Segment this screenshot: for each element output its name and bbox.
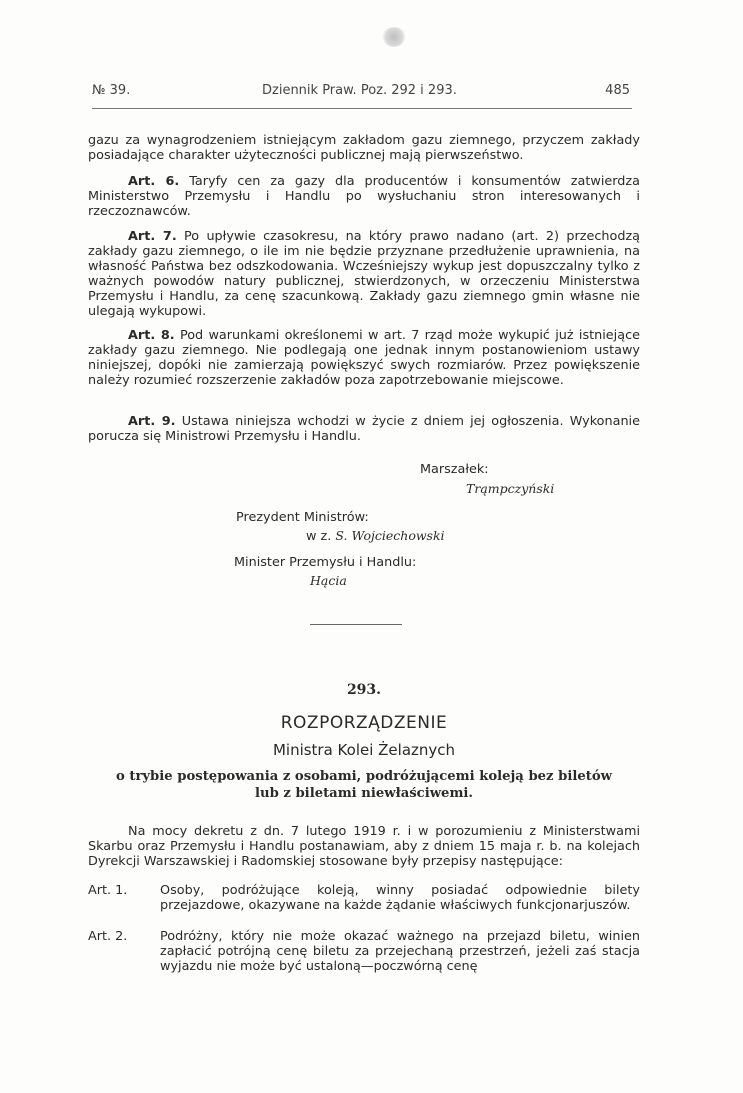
minister-signature-label: Minister Przemysłu i Handlu:: [234, 555, 417, 570]
pm-signature-prefix: w z.: [306, 529, 332, 544]
paragraph-continuation: [88, 133, 640, 163]
marshal-signature-name: Trąmpczyński: [466, 481, 555, 496]
pm-signature-label: Prezydent Ministrów:: [236, 510, 369, 525]
article-text: Po upływie czasokresu, na który prawo nadano (art. 2) przechodzą zakłady gazu ziemnego, o ile im nie będzie przyznane przedłużenie uprawnienia, na własność Państwa bez odszkodowania. Wcześniejszy wykup jest dopuszczalny tylko z ważnych powodów natury publicznej, stwierdzonych, w orzeczeniu Ministerstwa Przemysłu i Handlu, za cenę szacunkową. Zakłady gazu ziemnego gmin własne nie ulegają wykupowi.: [88, 229, 641, 319]
paragraph-text: gazu za wynagrodzeniem istniejącym zakładom gazu ziemnego, przyczem zakłady posiadające charakter użyteczności publicznej mają pierwszeństwo.: [88, 133, 640, 163]
article-label: Art. 6.: [128, 174, 180, 189]
act-subtitle: Ministra Kolei Żelaznych: [272, 741, 456, 759]
article-7: [88, 229, 640, 319]
header-divider: [92, 108, 632, 109]
article-text: Podróżny, który nie może okazać ważnego na przejazd biletu, winien zapłacić potrójną cenę biletu za przejechaną przestrzeń, jeżeli zaś stacja wyjazdu nie może być ustaloną—poczwórną cenę: [160, 929, 640, 974]
section-divider: [310, 624, 402, 625]
page-header: [92, 83, 632, 101]
issue-number: № 39.: [92, 83, 131, 98]
article-label: Art. 1.: [88, 883, 128, 898]
article-8: [88, 328, 640, 388]
page-number: 485: [605, 83, 630, 98]
minister-signature-name: Hącia: [310, 573, 347, 588]
preamble-text: Na mocy dekretu z dn. 7 lutego 1919 r. i w porozumieniu z Ministerstwami Skarbu oraz Przemysłu i Handlu postanawiam, aby z dniem 15 maja r. b. na kolejach Dyrekcji Warszawskiej i Radomskiej stosowane były przepisy następujące:: [88, 824, 640, 869]
article-text: Ustawa niniejsza wchodzi w życie z dniem jej ogłoszenia. Wykonanie porucza się Ministrowi Przemysłu i Handlu.: [88, 414, 640, 444]
article-text: Osoby, podróżujące koleją, winny posiadać odpowiednie bilety przejazdowe, okazywane na każde żądanie właściwych funkcjonarjuszów.: [160, 883, 640, 913]
act-title: ROZPORZĄDZENIE: [280, 713, 448, 733]
article-text: Pod warunkami określonemi w art. 7 rząd może wykupić już istniejące zakłady gazu ziemnego. Nie podlegają one jednak innym postanowieniom ustawy niniejszej, dopóki nie zamierzają powiększyć swych rozmiarów. Przez powiększenie należy rozumieć rozszerzenie zakładów poza zapotrzebowanie miejscowe.: [88, 328, 640, 388]
pm-signature-name: S. Wojciechowski: [335, 528, 445, 543]
act-number: 293.: [346, 682, 382, 698]
article-label: Art. 9.: [128, 414, 176, 429]
journal-reference: Dziennik Praw. Poz. 292 i 293.: [262, 83, 457, 98]
article-6: [88, 174, 640, 219]
article-label: Art. 8.: [128, 328, 175, 343]
act-preamble: [88, 824, 640, 869]
marshal-signature-label: Marszałek:: [420, 462, 489, 477]
article-label: Art. 2.: [88, 929, 128, 944]
ink-blot-mark: [382, 27, 406, 47]
article-label: Art. 7.: [128, 229, 177, 244]
act-description: o trybie postępowania z osobami, podróżującemi koleją bez biletów lub z biletami niewłaściwemi.: [115, 769, 613, 801]
article-text: Taryfy cen za gazy dla producentów i konsumentów zatwierdza Ministerstwo Przemysłu i Handlu po wysłuchaniu stron interesowanych i rzeczoznawców.: [88, 174, 640, 219]
pm-signature-line: [306, 528, 445, 544]
article-9: [88, 414, 640, 444]
